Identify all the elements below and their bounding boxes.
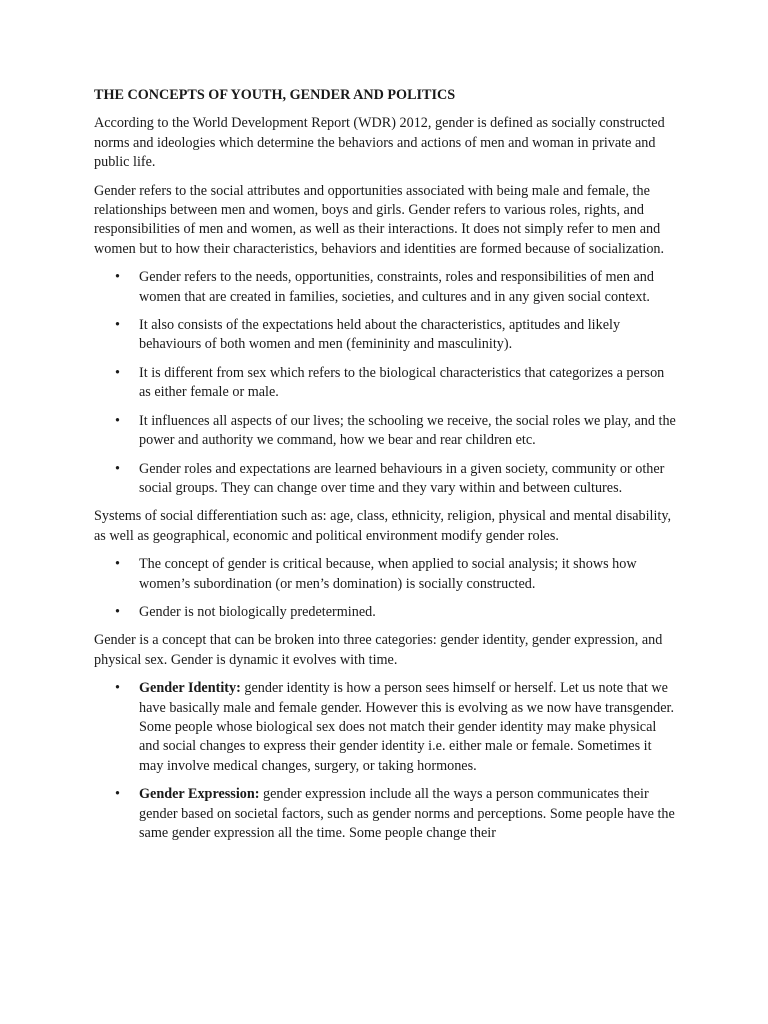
bullet-icon: •: [115, 364, 120, 381]
bullet-icon: •: [115, 317, 120, 334]
list-item: [94, 555, 679, 594]
list-item: [94, 785, 679, 843]
bullet-list-gender-categories: [94, 679, 679, 843]
bullet-icon: •: [115, 556, 120, 573]
document-title: THE CONCEPTS OF YOUTH, GENDER AND POLITICS: [94, 87, 456, 103]
bullet-icon: •: [115, 269, 120, 286]
bullet-list-gender-aspects: [94, 268, 679, 498]
bullet-list-gender-concept: [94, 555, 679, 622]
list-item-text: It influences all aspects of our lives; the schooling we receive, the social roles we play, and the power and authority we command, how we bear and rear children etc.: [139, 412, 676, 449]
list-item-text: Gender refers to the needs, opportunities, constraints, roles and responsibilities of men and women that are created in families, societies, and cultures and in any given social context.: [139, 269, 654, 305]
bullet-icon: •: [115, 786, 120, 803]
list-item-text: gender expression include all the ways a person communicates their gender based on societal factors, such as gender norms and perceptions. Some people have the same gender expression all the time. Some people change their: [139, 786, 675, 841]
list-item: [94, 268, 679, 307]
bullet-icon: •: [115, 412, 120, 429]
list-item: [94, 412, 679, 451]
bullet-icon: •: [115, 603, 120, 620]
paragraph-social-differentiation: Systems of social differentiation such as: age, class, ethnicity, religion, physical and mental disability, as well as geographical, economic and political environment modify gender roles.: [94, 508, 672, 544]
paragraph-wdr-definition: According to the World Development Report (WDR) 2012, gender is defined as socially constructed norms and ideologies which determine the behaviors and actions of men and woman in private and public life.: [94, 115, 665, 171]
list-item: [94, 679, 679, 776]
list-item: [94, 364, 679, 403]
paragraph-social-attributes: Gender refers to the social attributes and opportunities associated with being male and female, the relationships between men and women, boys and girls. Gender refers to various roles, rights, and responsibilities of men and women, as well as their interactions. It does not simply refer to men and women but to how their characteristics, behaviors and identities are formed because of socialization.: [94, 182, 665, 257]
bullet-icon: •: [115, 680, 120, 697]
list-item: [94, 460, 679, 499]
list-item-term: Gender Expression:: [139, 786, 260, 803]
list-item-text: gender identity is how a person sees himself or herself. Let us note that we have basically male and female gender. However this is evolving as we now have transgender. Some people whose biological sex does not match their gender identity may make physical and social changes to express their gender identity i.e. either male or female. Sometimes it may involve medical changes, surgery, or taking hormones.: [139, 680, 675, 774]
paragraph-three-categories: Gender is a concept that can be broken into three categories: gender identity, gender expression, and physical sex. Gender is dynamic it evolves with time.: [94, 632, 663, 668]
list-item-text: Gender roles and expectations are learned behaviours in a given society, community or other social groups. They can change over time and they vary within and between cultures.: [139, 460, 665, 496]
list-item-text: It is different from sex which refers to the biological characteristics that categorizes a person as either female or male.: [139, 364, 665, 401]
list-item-text: It also consists of the expectations held about the characteristics, aptitudes and likely behaviours of both women and men (femininity and masculinity).: [139, 317, 621, 353]
list-item-text: Gender is not biologically predetermined.: [139, 603, 376, 620]
list-item: [94, 603, 679, 622]
list-item-term: Gender Identity:: [139, 680, 241, 697]
document-page: [94, 86, 679, 852]
list-item-text: The concept of gender is critical because, when applied to social analysis; it shows how women’s subordination (or men’s domination) is socially constructed.: [139, 556, 637, 592]
bullet-icon: •: [115, 460, 120, 477]
list-item: [94, 316, 679, 355]
